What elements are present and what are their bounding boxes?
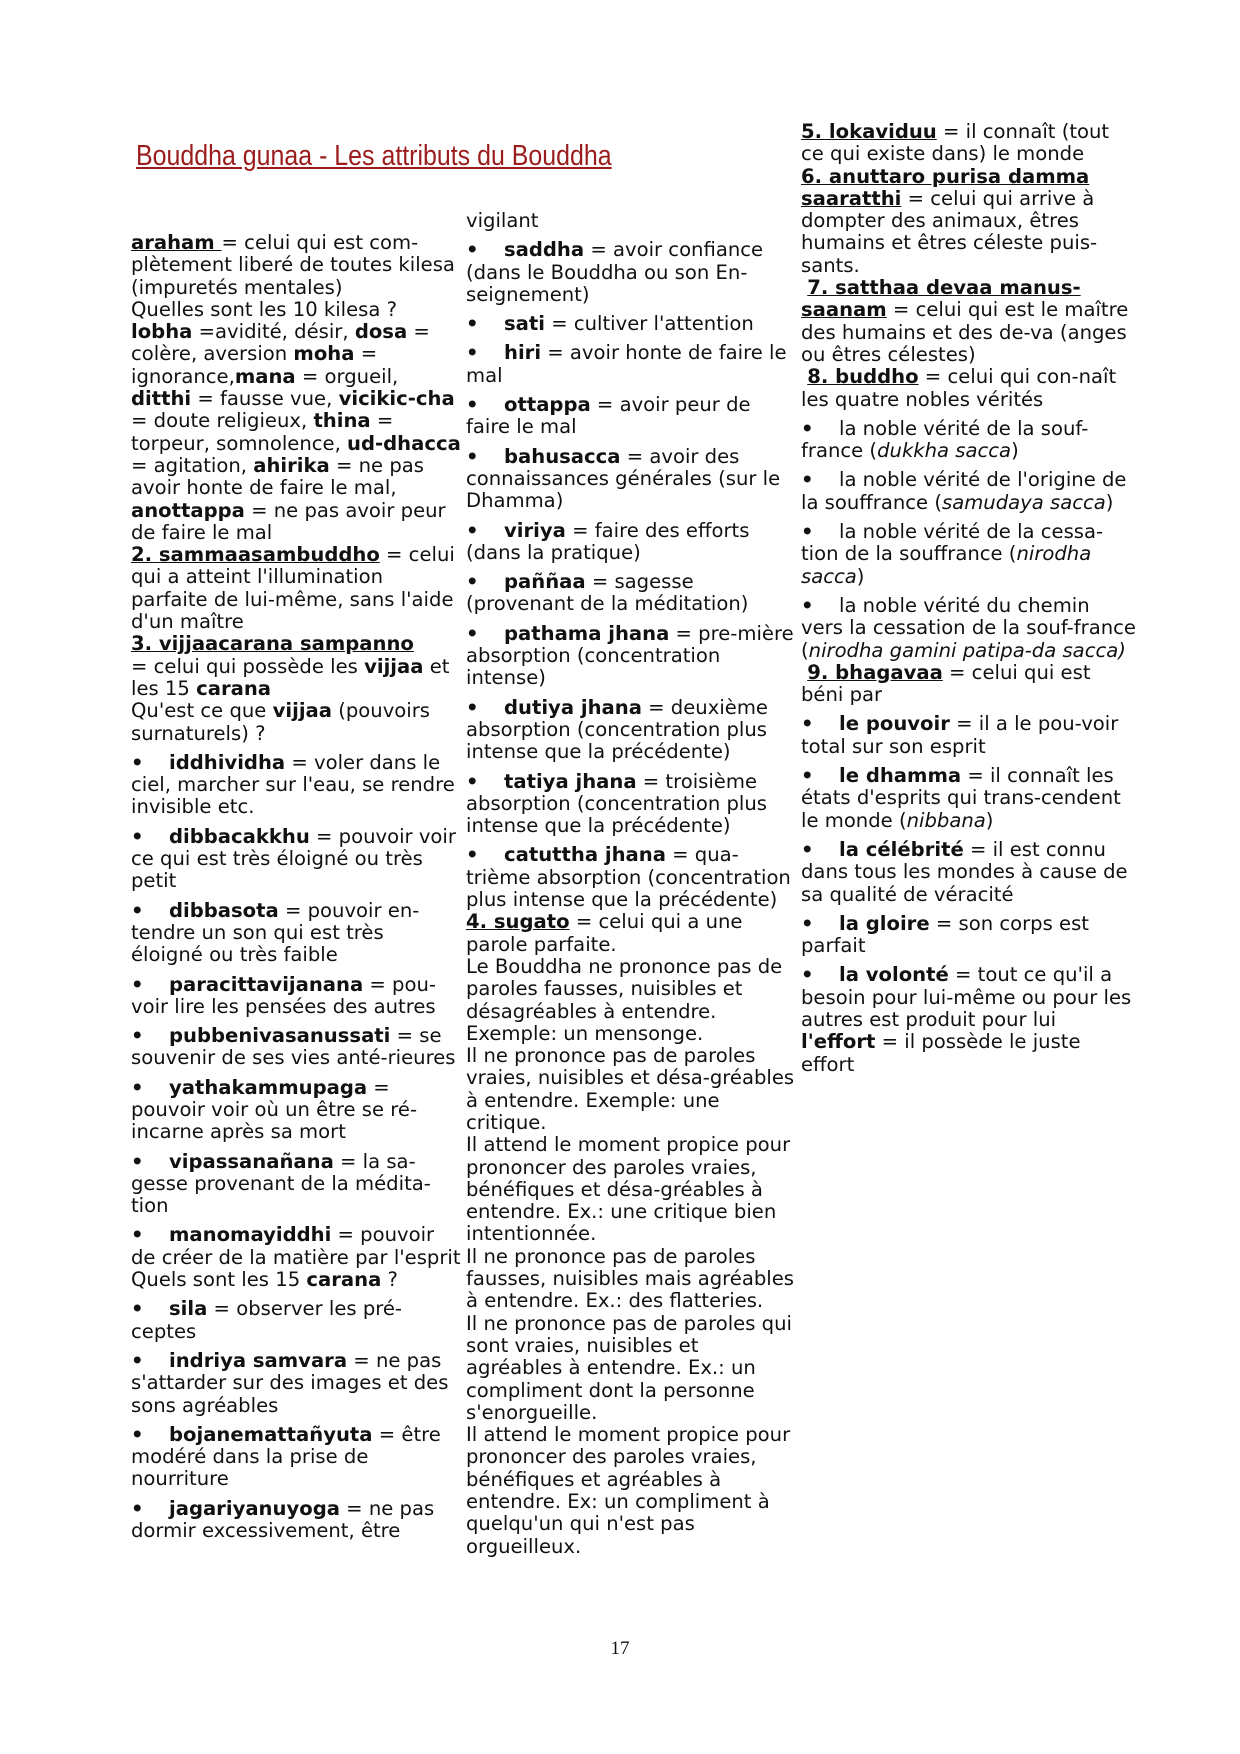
bullet-text: = la sa-gesse provenant de la médita-tion	[131, 1149, 431, 1218]
list-item: • bojanemattañyuta = être modéré dans la prise de nourriture	[131, 1422, 441, 1491]
list-item: • paññaa = sagesse (provenant de la méditation)	[466, 570, 749, 616]
quality-term: le pouvoir	[839, 712, 950, 736]
q-text: Qu'est ce que	[131, 699, 273, 723]
kilesa-term: dosa	[354, 320, 408, 344]
paragraph-2	[131, 544, 461, 633]
bullet-text: = pou-voir lire les pensées des autres	[131, 972, 436, 1018]
heading-8: 8. buddho	[807, 365, 919, 389]
list-item: • la volonté = tout ce qu'il a besoin pour lui-même ou pour les autres est produit pour lui	[801, 963, 1132, 1031]
kilesa-term: ditthi	[131, 387, 192, 411]
list-item: • dibbacakkhu = pouvoir voir ce qui est très éloigné ou très petit	[131, 824, 456, 893]
bullet-text: = pouvoir voir ce qui est très éloigné ou très petit	[131, 824, 456, 893]
list-item: • catuttha jhana = qua-trième absorption (concentration plus intense que la précédente)	[466, 843, 791, 912]
bullet-term: dibbasota	[169, 898, 279, 922]
text-3c: et les 15	[131, 654, 450, 700]
heading-3: 3. vijjaacarana sampanno	[131, 632, 414, 656]
bullet-text: = pre-mière absorption (concentration intense)	[466, 621, 794, 690]
bullet-text: = avoir peur de faire le mal	[466, 393, 751, 439]
noble-truths-list	[801, 418, 1136, 662]
text-9: = celui qui est béni par	[801, 660, 1091, 707]
kilesa-term: lobha	[131, 320, 193, 344]
list-item: • bahusacca = avoir des connaissances générales (sur le Dhamma)	[466, 444, 781, 513]
column-2	[466, 210, 796, 1558]
bullet-term: sila	[169, 1297, 208, 1321]
bullet-term: saddha	[504, 238, 585, 262]
list-item: • tatiya jhana = troisième absorption (concentration plus intense que la précédente)	[466, 769, 767, 838]
carana-question	[131, 1269, 461, 1291]
quality-term: l'effort	[801, 1030, 876, 1054]
paragraph-araham	[131, 232, 461, 299]
kilesa-term: moha	[293, 342, 355, 366]
bullet-text: = qua-trième absorption (concentration plus intense que la précédente)	[466, 843, 791, 912]
bullet-term: dutiya jhana	[504, 695, 642, 719]
list-item: • iddhividha = voler dans le ciel, marcher sur l'eau, se rendre invisible etc.	[131, 750, 455, 819]
quality-text: = il possède le juste effort	[801, 1030, 1081, 1076]
truth-pali: dukkha sacca	[877, 439, 1012, 463]
vijjaa-list	[131, 752, 461, 1269]
list-item: • indriya samvara = ne pas s'attarder sur des images et des sons agréables	[131, 1348, 449, 1417]
bullet-text: = pouvoir en-tendre un son qui est très éloigné ou très faible	[131, 898, 420, 967]
list-item: • la célébrité = il est connu dans tous les mondes à cause de sa qualité de véracité	[801, 837, 1128, 906]
bullet-term: yathakammupaga	[169, 1075, 368, 1099]
kilesa-def: = ignorance,	[131, 342, 378, 388]
list-item: • ottappa = avoir peur de faire le mal	[466, 393, 751, 439]
q-term: vijjaa	[272, 699, 332, 723]
quality-term: la gloire	[839, 911, 930, 935]
list-item: • vipassanañana = la sa-gesse provenant de la médita-tion	[131, 1149, 431, 1218]
kilesa-question: Quelles sont les 10 kilesa ?	[131, 297, 398, 321]
kilesa-def: = fausse vue,	[191, 387, 339, 411]
kilesa-term: mana	[234, 364, 296, 388]
text-5: = il connaît (tout ce qui existe dans) le monde	[801, 120, 1110, 166]
vijjaa-question	[131, 700, 461, 745]
bullet-term: iddhividha	[169, 750, 286, 774]
truth-text: la noble vérité du chemin vers la cessation de la souf-france (	[801, 593, 1136, 662]
bullet-term: indriya samvara	[169, 1348, 348, 1372]
bullet-term: viriya	[504, 518, 566, 542]
list-item: • yathakammupaga = pouvoir voir où un être se ré-incarne après sa mort	[131, 1075, 418, 1144]
truth-pali: samudaya sacca	[941, 490, 1106, 514]
bullet-text: = troisième absorption (concentration plus intense que la précédente)	[466, 769, 767, 838]
truth-end: )	[1011, 439, 1019, 463]
bullet-text: = ne pas s'attarder sur des images et des sons agréables	[131, 1348, 449, 1417]
kilesa-term: thina	[313, 409, 371, 433]
list-item: • la noble vérité du chemin vers la cessation de la souf-france (nirodha gamini patipa-da sacca)	[801, 593, 1136, 662]
text-4: = celui qui a une parole parfaite.	[466, 910, 743, 956]
list-item: • la noble vérité de la cessa-tion de la souffrance (nirodha sacca)	[801, 520, 1104, 588]
quality-text: = son corps est parfait	[801, 911, 1089, 958]
bullet-text: = pouvoir voir où un être se ré-incarne après sa mort	[131, 1075, 418, 1144]
bullet-term: vipassanañana	[169, 1149, 334, 1173]
sugato-paragraph: Il attend le moment propice pour prononcer des paroles vraies, bénéfiques et agréables à entendre. Ex: un compliment à quelqu'un qui n'est pas orgueilleux.	[466, 1423, 791, 1558]
bullet-term: manomayiddhi	[169, 1223, 332, 1247]
list-item: • jagariyanuyoga = ne pas dormir excessivement, être	[131, 1496, 435, 1543]
bullet-term: bojanemattañyuta	[169, 1422, 373, 1446]
sugato-paragraph: Il ne prononce pas de paroles qui sont vraies, nuisibles et agréables à entendre. Ex.: un compliment dont la personne s'enorgueille.	[466, 1311, 792, 1424]
truth-pali: nirodha gamini patipa-da sacca)	[808, 638, 1126, 662]
heading-2: 2. sammaasambuddho	[131, 543, 380, 567]
sugato-paragraph: Il ne prononce pas de paroles fausses, nuisibles mais agréables à entendre. Ex.: des flatteries.	[466, 1244, 795, 1313]
text-3a: = celui qui possède les	[131, 654, 365, 678]
list-item: • paracittavijanana = pou-voir lire les pensées des autres	[131, 972, 436, 1018]
heading-4: 4. sugato	[466, 910, 570, 934]
heading-9: 9. bhagavaa	[807, 660, 943, 684]
kilesa-term: anottappa	[131, 498, 245, 522]
bullet-text: = se souvenir de ses vies anté-rieures	[131, 1024, 456, 1070]
kilesa-def: = ne pas avoir honte de faire le mal,	[131, 453, 424, 500]
bullet-text: = pouvoir de créer de la matière par l'esprit	[131, 1223, 461, 1269]
text-2: = celui qui a atteint l'illumination parfaite de lui-même, sans l'aide d'un maître	[131, 543, 455, 634]
q-text: ?	[381, 1268, 398, 1292]
bullet-term: catuttha jhana	[504, 843, 666, 867]
bullet-term: dibbacakkhu	[169, 824, 310, 848]
list-item: • dibbasota = pouvoir en-tendre un son qui est très éloigné ou très faible	[131, 898, 420, 967]
list-item: • la noble vérité de la souf-france (dukkha sacca)	[801, 416, 1089, 463]
kilesa-def: =avidité, désir,	[192, 320, 355, 344]
heading-5: 5. lokaviduu	[801, 120, 937, 143]
bullet-text: = faire des efforts (dans la pratique)	[466, 518, 750, 564]
sugato-paragraph: Il ne prononce pas de paroles vraies, nuisibles et désa-gréables à entendre. Exemple: une critique.	[466, 1044, 795, 1134]
list-item: • le dhamma = il connaît les états d'esprits qui trans-cendent le monde (nibbana)	[801, 764, 1121, 832]
list-item: • la noble vérité de l'origine de la souffrance (samudaya sacca)	[801, 468, 1127, 514]
truth-text: la noble vérité de l'origine de la souffrance (	[801, 468, 1127, 514]
kilesa-term: ahirika	[253, 453, 330, 477]
bullet-text: = avoir honte de faire le mal	[466, 341, 787, 387]
text-7: = celui qui est le maître des humains et des de-va (anges ou êtres célestes)	[801, 298, 1129, 366]
bullet-term: sati	[504, 312, 545, 336]
truth-text: la noble vérité de la souf-france (	[801, 416, 1089, 463]
carana-list	[131, 1298, 461, 1542]
bhagavaa-qualities-list	[801, 713, 1136, 1031]
kilesa-def: = agitation,	[131, 453, 254, 477]
truth-text: la noble vérité de la cessa-tion de la souffrance (	[801, 520, 1104, 566]
quality-text: = il a le pou-voir total sur son esprit	[801, 712, 1119, 758]
list-item: • le pouvoir = il a le pou-voir total sur son esprit	[801, 712, 1119, 758]
quality-pali: nibbana	[906, 808, 986, 832]
truth-end: )	[1105, 490, 1114, 514]
continued-text: vigilant	[466, 209, 539, 232]
kilesa-def: = torpeur, somnolence,	[131, 409, 394, 455]
list-item: • pathama jhana = pre-mière absorption (concentration intense)	[466, 621, 794, 690]
heading-araham: araham	[131, 231, 222, 254]
bullet-term: ottappa	[504, 393, 591, 417]
carana-list-continued	[466, 239, 796, 911]
paragraph-4	[466, 911, 796, 956]
bullet-text: = sagesse (provenant de la méditation)	[466, 570, 749, 616]
list-item: • la gloire = son corps est parfait	[801, 911, 1089, 958]
paragraph-6	[801, 166, 1136, 277]
kilesa-def: = colère, aversion	[131, 320, 430, 366]
heading-7: 7. satthaa devaa manus-saanam	[801, 276, 1081, 322]
bullet-text: = observer les pré-ceptes	[131, 1297, 403, 1343]
bullet-term: paracittavijanana	[169, 972, 364, 996]
bullet-term: tatiya jhana	[504, 769, 637, 793]
kilesa-term: vicikic-cha	[338, 387, 455, 411]
bullet-text: = être modéré dans la prise de nourriture	[131, 1422, 441, 1491]
term-carana: carana	[196, 676, 272, 700]
truth-end: )	[856, 564, 865, 588]
text-araham: = celui qui est com-plètement liberé de toutes kilesa (impuretés mentales)	[131, 231, 455, 299]
bullet-text: = avoir confiance (dans le Bouddha ou son En-seignement)	[466, 238, 764, 306]
bullet-term: jagariyanuyoga	[169, 1496, 340, 1520]
sugato-paragraph: Il attend le moment propice pour prononcer des paroles vraies, bénéfiques et désa-gréables à entendre. Ex.: une critique bien intentionnée.	[466, 1133, 791, 1246]
bullet-text: = deuxième absorption (concentration plus intense que la précédente)	[466, 695, 768, 764]
sugato-paragraph: Le Bouddha ne prononce pas de paroles fausses, nuisibles et désagréables à entendre. Exemple: un mensonge.	[466, 954, 783, 1045]
quality-text: = il est connu dans tous les mondes à cause de sa qualité de véracité	[801, 837, 1128, 906]
column-3	[801, 121, 1136, 1076]
q-text: Quels sont les 15	[131, 1268, 307, 1292]
quality-end: )	[985, 808, 994, 832]
text-6: = celui qui arrive à dompter des animaux, êtres humains et êtres céleste puis-sants.	[801, 186, 1098, 277]
kilesa-def: = doute religieux,	[131, 409, 314, 433]
q-text: (pouvoirs surnaturels) ?	[131, 699, 430, 745]
bullet-text: = cultiver l'attention	[544, 312, 754, 336]
paragraph-7	[801, 277, 1136, 366]
list-item: • sati = cultiver l'attention	[466, 312, 754, 336]
bullet-term: pathama jhana	[504, 621, 670, 645]
text-8: = celui qui con-naît les quatre nobles vérités	[801, 365, 1117, 411]
bullet-text: = voler dans le ciel, marcher sur l'eau, se rendre invisible etc.	[131, 750, 455, 819]
effort-line	[801, 1031, 1136, 1076]
quality-term: la volonté	[839, 963, 949, 987]
list-item: • pubbenivasanussati = se souvenir de ses vies anté-rieures	[131, 1024, 456, 1070]
term-vijjaa: vijjaa	[364, 654, 424, 678]
quality-term: le dhamma	[839, 764, 962, 788]
bullet-text: = avoir des connaissances générales (sur le Dhamma)	[466, 444, 781, 513]
bullet-text: = ne pas dormir excessivement, être	[131, 1496, 435, 1543]
list-item: • manomayiddhi = pouvoir de créer de la matière par l'esprit	[131, 1223, 461, 1269]
kilesa-list	[131, 321, 461, 544]
paragraph-8	[801, 366, 1136, 411]
paragraph-9	[801, 662, 1136, 707]
heading-6: 6. anuttaro purisa damma saaratthi	[801, 164, 1090, 210]
bullet-term: hiri	[504, 341, 542, 365]
quality-text: = tout ce qu'il a besoin pour lui-même ou pour les autres est produit pour lui	[801, 963, 1132, 1031]
kilesa-def: = orgueil,	[295, 364, 399, 388]
list-item: • sila = observer les pré-ceptes	[131, 1297, 403, 1343]
quality-term: la célébrité	[839, 837, 964, 861]
bullet-term: pubbenivasanussati	[169, 1024, 391, 1048]
q-term: carana	[306, 1268, 382, 1292]
paragraph-3	[131, 633, 461, 700]
kilesa-term: ud-dhacca	[347, 431, 461, 455]
list-item: • saddha = avoir confiance (dans le Bouddha ou son En-seignement)	[466, 238, 764, 306]
bullet-term: paññaa	[504, 570, 586, 594]
page-number: 17	[610, 1638, 630, 1659]
quality-text: = il connaît les états d'esprits qui trans-cendent le monde (	[801, 764, 1121, 832]
column-1	[131, 232, 461, 1542]
list-item: • dutiya jhana = deuxième absorption (concentration plus intense que la précédente)	[466, 695, 768, 764]
list-item: • viriya = faire des efforts (dans la pratique)	[466, 518, 750, 564]
bullet-term: bahusacca	[504, 444, 621, 468]
paragraph-5	[801, 121, 1136, 166]
kilesa-def: = ne pas avoir peur de faire le mal	[131, 498, 446, 544]
page-title: Bouddha gunaa - Les attributs du Bouddha	[136, 140, 612, 172]
truth-pali: nirodha sacca	[801, 542, 1092, 588]
list-item: • hiri = avoir honte de faire le mal	[466, 341, 787, 387]
